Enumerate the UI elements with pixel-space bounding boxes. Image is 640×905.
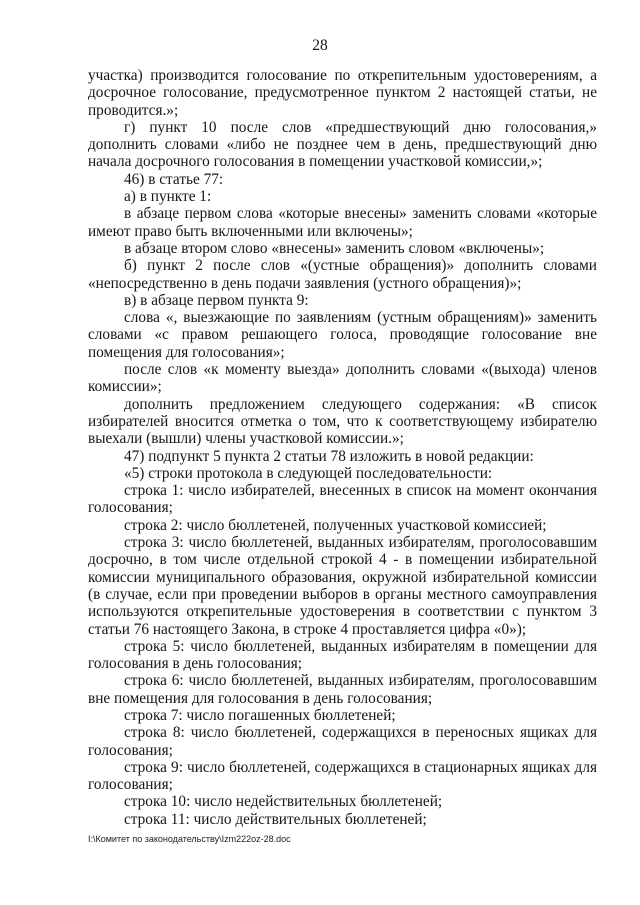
paragraph: в абзаце втором слово «внесены» заменить словом «включены»;: [124, 239, 545, 257]
paragraph: 46) в статье 77:: [124, 170, 224, 188]
paragraph: участка) производится голосование по открепительным удостоверениям, а досрочное голосование, предусмотренное пунктом 2 настоящей статьи, не проводится.»;: [88, 67, 597, 119]
paragraph: строка 5: число бюллетеней, выданных избирателям в помещении для голосования в день голосования;: [88, 637, 597, 673]
paragraph: слова «, выезжающие по заявлениям (устным обращениям)» заменить словами «с правом решающего голоса, проводящие голосование вне помещения для голосования»;: [88, 309, 597, 361]
paragraph: строка 8: число бюллетеней, содержащихся в переносных ящиках для голосования;: [88, 724, 597, 759]
footer-file-path: I:\Комитет по законодательству\Izm222oz-28.doc: [88, 834, 291, 844]
paragraph: строка 7: число погашенных бюллетеней;: [124, 706, 396, 724]
paragraph: строка 1: число избирателей, внесенных в список на момент окончания голосования;: [88, 482, 597, 517]
paragraph: г) пункт 10 после слов «предшествующий дню голосования,» дополнить словами «либо не позднее чем в день, предшествующий дню начала досрочного голосования в помещении участковой комиссии,»;: [88, 118, 597, 171]
paragraph: строка 6: число бюллетеней, выданных избирателям, проголосовавшим вне помещения для голосования в день голосования;: [88, 672, 597, 707]
paragraph: а) в пункте 1:: [124, 188, 212, 206]
paragraph: дополнить предложением следующего содержания: «В список избирателей вносится отметка о том, что к соответствующему избирателю выехали (вышли) члены участковой комиссии.»;: [88, 395, 597, 448]
paragraph: строка 2: число бюллетеней, полученных участковой комиссией;: [124, 516, 547, 534]
paragraph: после слов «к моменту выезда» дополнить словами «(выхода) членов комиссии»;: [88, 361, 597, 396]
body-text: [88, 67, 597, 828]
paragraph: «5) строки протокола в следующей последовательности:: [124, 464, 493, 482]
page-number: 28: [312, 37, 328, 54]
paragraph: строка 9: число бюллетеней, содержащихся в стационарных ящиках для голосования;: [88, 758, 597, 794]
paragraph: в) в абзаце первом пункта 9:: [124, 291, 309, 309]
paragraph: строка 3: число бюллетеней, выданных избирателям, проголосовавшим досрочно, в том числе отдельной строкой 4 - в помещении избирательной комиссии муниципального образования, окружной избирательной комиссии (в случае, если при проведении выборов в органы местного самоуправления используются открепительные удостоверения в соответствии с пунктом 3 статьи 76 настоящего Закона, в строке 4 проставляется цифра «0»);: [88, 534, 597, 638]
paragraph: в абзаце первом слова «которые внесены» заменить словами «которые имеют право быть включенными или включены»;: [88, 205, 597, 240]
paragraph: 47) подпункт 5 пункта 2 статьи 78 изложить в новой редакции:: [124, 447, 534, 465]
paragraph: строка 11: число действительных бюллетеней;: [124, 810, 427, 828]
paragraph: строка 10: число недействительных бюллетеней;: [124, 793, 443, 811]
paragraph: б) пункт 2 после слов «(устные обращения)» дополнить словами «непосредственно в день подачи заявления (устного обращения)»;: [88, 257, 597, 292]
